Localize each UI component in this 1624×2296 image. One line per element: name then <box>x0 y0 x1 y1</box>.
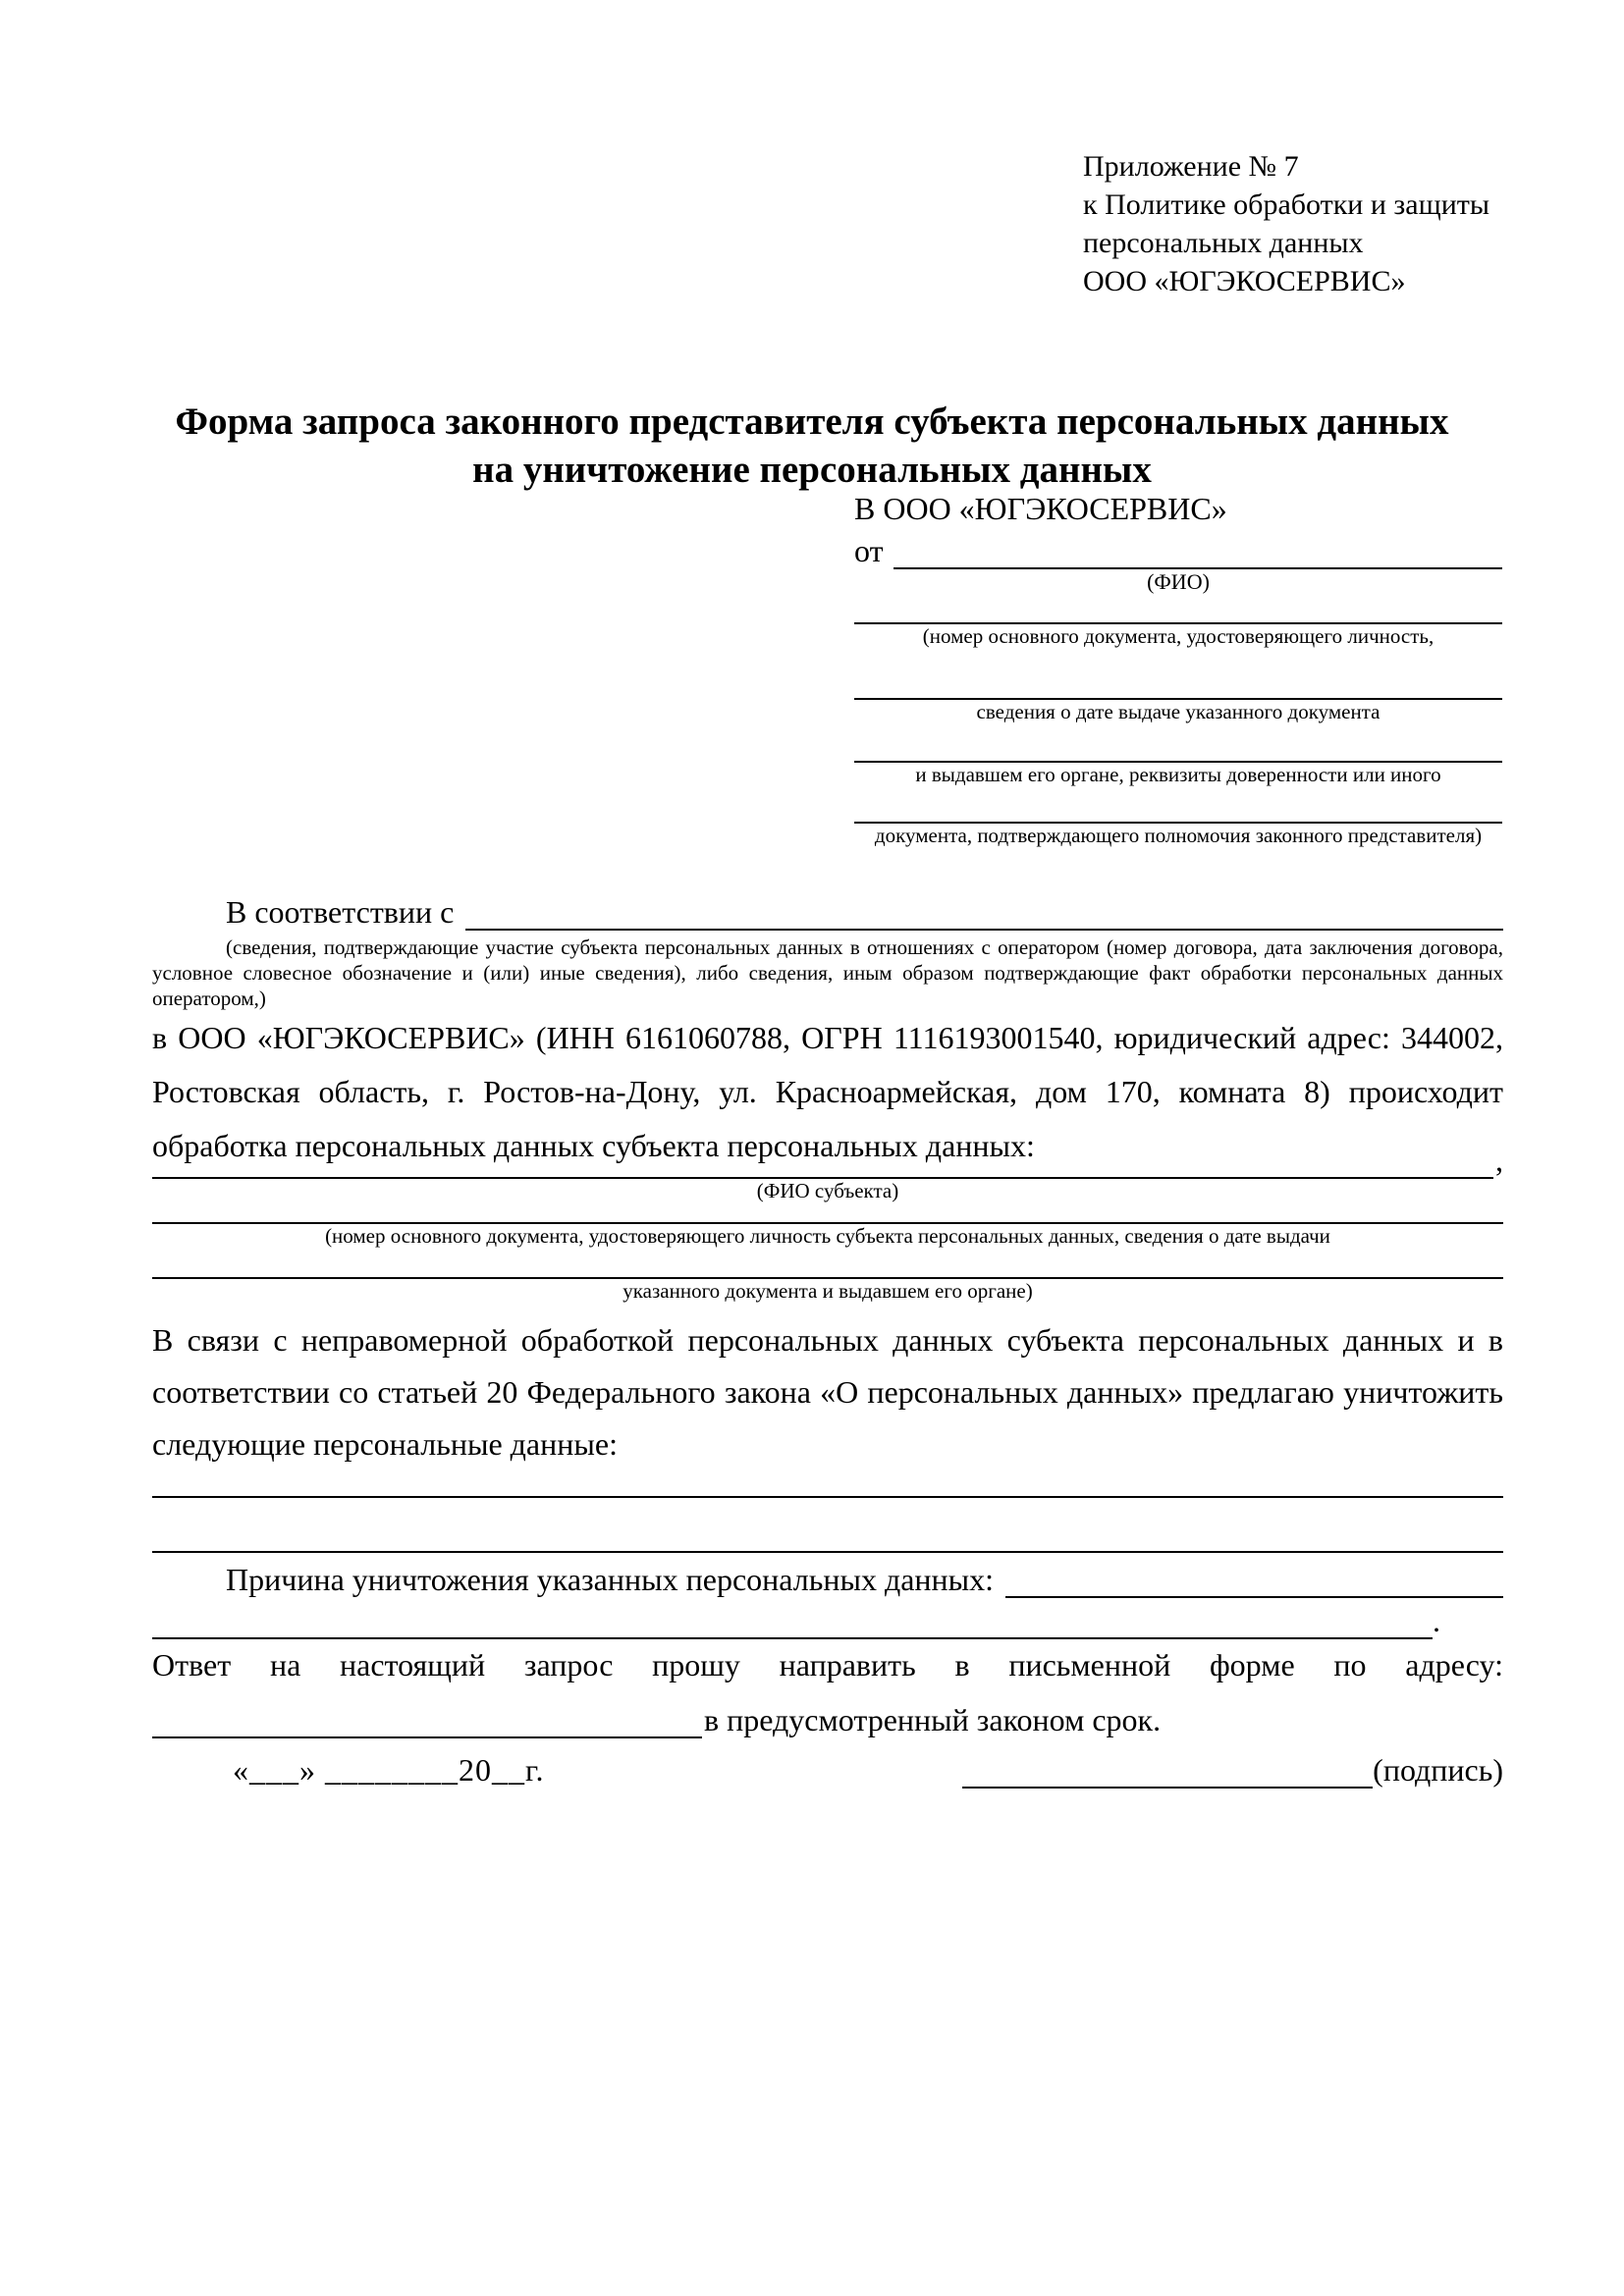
addressee-org: В ООО «ЮГЭКОСЕРВИС» <box>854 491 1227 526</box>
date-line: «___» ________20__г. <box>233 1752 545 1788</box>
reason-field <box>152 1553 1503 1598</box>
form-title-line2: на уничтожение персональных данных <box>472 449 1152 491</box>
accordance-label: В соответствии с <box>226 894 455 930</box>
appendix-note-line: к Политике обработки и защиты <box>1083 188 1490 221</box>
accordance-note: (сведения, подтверждающие участие субъекта персональных данных в отношениях с оператором (номер договора, дата заключения договора, условное словесное обозначение и (или) иные сведения), либо сведения, иным образом подтверждающие факт обработки персональных данных оператором,) <box>152 935 1503 1010</box>
reason-continuation-field <box>152 1598 1503 1639</box>
doc-blank-line <box>854 788 1502 824</box>
data-list-blank-line <box>152 1470 1503 1498</box>
subject-doc-blank-line <box>152 1252 1503 1279</box>
doc-caption-4: документа, подтверждающего полномочия законного представителя) <box>874 824 1483 847</box>
unlawful-paragraph: В связи с неправомерной обработкой персональных данных субъекта персональных данных и в соответствии со статьей 20 Федерального закона «О персональных данных» предлагаю уничтожить следующие персональные данные: <box>152 1322 1503 1462</box>
reason-label: Причина уничтожения указанных персональных данных: <box>226 1562 995 1597</box>
data-list-blank-line <box>152 1498 1503 1553</box>
operator-paragraph: в ООО «ЮГЭКОСЕРВИС» (ИНН 6161060788, ОГРН 1116193001540, юридический адрес: 344002, Ростовская область, г. Ростов-на-Дону, ул. Красноармейская, дом 170, комната 8) происходит обработка персональных данных субъекта персональных данных: <box>152 1020 1503 1163</box>
doc-caption-1: (номер основного документа, удостоверяющего личность, <box>922 624 1435 648</box>
signature-caption: (подпись) <box>1373 1752 1503 1788</box>
signature-blank-line <box>962 1749 1373 1789</box>
subject-fio-caption: (ФИО субъекта) <box>756 1179 899 1202</box>
accordance-blank-line <box>465 929 1503 931</box>
appendix-note-line: Приложение № 7 <box>1083 150 1299 183</box>
doc-blank-line <box>854 597 1502 624</box>
fio-caption: (ФИО) <box>1147 569 1210 594</box>
appendix-note-line: ООО «ЮГЭКОСЕРВИС» <box>1083 265 1406 297</box>
appendix-note-line: персональных данных <box>1083 227 1364 259</box>
appendix-note <box>1083 147 1489 300</box>
from-label: от <box>854 533 884 568</box>
subject-doc-caption-2: указанного документа и выдавшем его органе) <box>623 1279 1033 1303</box>
answer-address-field <box>152 1691 1503 1738</box>
subject-doc-blank-line <box>152 1206 1503 1224</box>
from-field <box>854 530 1502 569</box>
doc-blank-line <box>854 650 1502 700</box>
form-body <box>152 883 1503 1738</box>
date-signature-row <box>152 1749 1503 1789</box>
reason-blank-line <box>1005 1596 1503 1598</box>
address-blank-line <box>152 1736 702 1738</box>
doc-caption-3: и выдавшем его органе, реквизиты доверенности или иного <box>915 763 1441 786</box>
form-title <box>79 398 1545 494</box>
accordance-field <box>152 883 1503 931</box>
doc-caption-2: сведения о дате выдаче указанного документа <box>976 700 1380 723</box>
period-char: . <box>1433 1603 1440 1638</box>
addressee-block <box>854 491 1502 853</box>
form-title-line1: Форма запроса законного представителя субъекта персональных данных <box>175 400 1449 443</box>
subject-doc-caption-1: (номер основного документа, удостоверяющего личность субъекта персональных данных, сведения о дате выдачи <box>325 1224 1330 1248</box>
doc-blank-line <box>854 725 1502 763</box>
answer-sentence: Ответ на настоящий запрос прошу направить в письменной форме по адресу: <box>152 1647 1503 1682</box>
answer-tail: в предусмотренный законом срок. <box>704 1702 1162 1737</box>
comma-char: , <box>1495 1143 1503 1178</box>
